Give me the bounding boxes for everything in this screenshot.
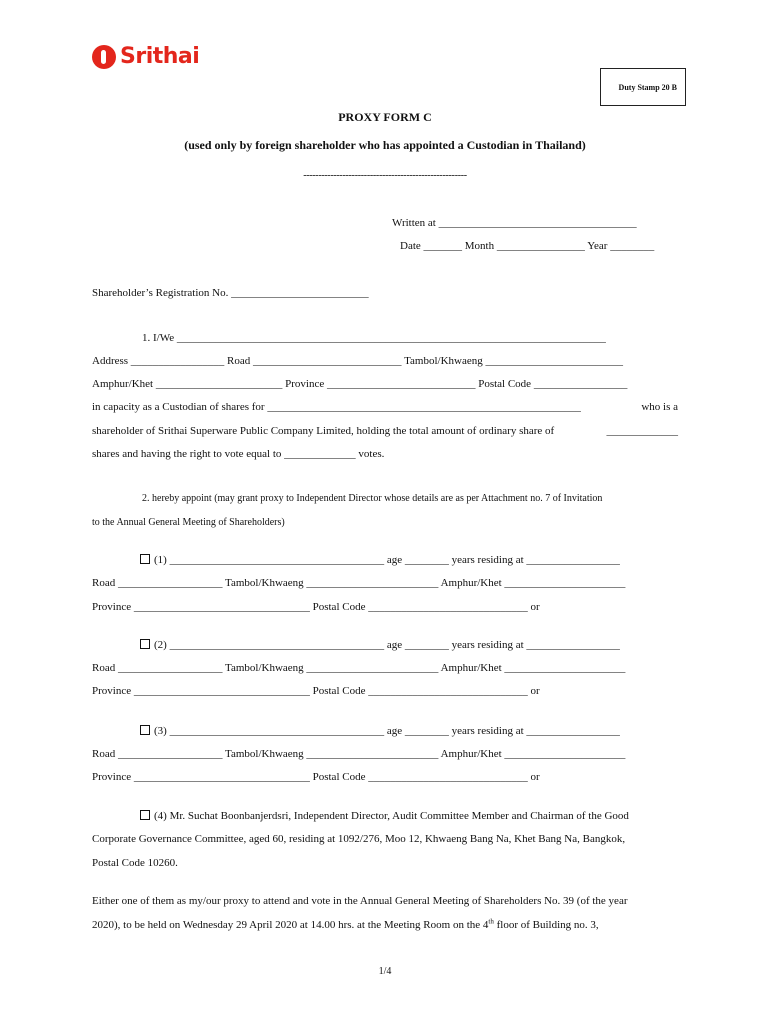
proxy-2-row [140, 638, 620, 652]
address-line[interactable]: Address _________________ Road ___________________________ Tambol/Khwaeng _________________________ [92, 355, 623, 367]
proxy-2-province-line[interactable]: Province ________________________________ Postal Code _____________________________ or [92, 685, 540, 697]
registration-number-field[interactable]: Shareholder’s Registration No. _________________________ [92, 287, 369, 299]
srithai-logo-icon [92, 45, 116, 69]
date-field[interactable]: Date _______ Month ________________ Year ________ [400, 240, 655, 252]
duty-stamp-label: Duty Stamp 20 B [618, 83, 677, 92]
shares-amount-field[interactable]: _____________ [606, 425, 678, 437]
ordinal-suffix: th [488, 917, 494, 926]
closing-line-b-end: floor of Building no. 3, [493, 919, 599, 931]
director-row [140, 809, 629, 823]
director-line-a: (4) Mr. Suchat Boonbanjerdsri, Independent Director, Audit Committee Member and Chairman of the Good [154, 810, 629, 822]
proxy-2-checkbox[interactable] [140, 639, 150, 649]
votes-line[interactable]: shares and having the right to vote equal to _____________ votes. [92, 448, 385, 460]
form-subtitle: (used only by foreign shareholder who has appointed a Custodian in Thailand) [184, 138, 586, 152]
proxy-3-road-line[interactable]: Road ___________________ Tambol/Khwaeng ________________________ Amphur/Khet ______________________ [92, 748, 626, 760]
written-at-field[interactable]: Written at ____________________________________ [392, 217, 637, 229]
proxy-1-row [140, 553, 620, 567]
proxy-3-name-field[interactable]: (3) _______________________________________ age ________ years residing at _________________ [154, 725, 620, 737]
page-number: 1/4 [378, 966, 392, 977]
proxy-2-name-field[interactable]: (2) _______________________________________ age ________ years residing at _________________ [154, 639, 620, 651]
logo-text: Srithai [120, 44, 200, 69]
director-line-b: Corporate Governance Committee, aged 60, residing at 1092/276, Moo 12, Khwaeng Bang Na, Khet Bang Na, Bangkok, [92, 833, 626, 845]
shareholding-text: shareholder of Srithai Superware Public Company Limited, holding the total amount of ordinary share of [92, 425, 555, 437]
custodian-capacity-line [92, 400, 678, 414]
proxy-3-row [140, 724, 620, 738]
form-title: PROXY FORM C [338, 110, 432, 124]
title-divider: ------------------------------------------------------ [303, 170, 467, 181]
shareholder-name-field[interactable]: 1. I/We ______________________________________________________________________________ [142, 332, 606, 344]
proxy-1-name-field[interactable]: (1) _______________________________________ age ________ years residing at _________________ [154, 554, 620, 566]
amphur-line[interactable]: Amphur/Khet _______________________ Province ___________________________ Postal Code _________________ [92, 378, 628, 390]
custodian-capacity-suffix: who is a [641, 401, 678, 413]
duty-stamp-box [600, 68, 686, 106]
proxy-1-road-line[interactable]: Road ___________________ Tambol/Khwaeng ________________________ Amphur/Khet ______________________ [92, 577, 626, 589]
proxy-1-checkbox[interactable] [140, 554, 150, 564]
closing-line-b [92, 918, 599, 932]
proxy-1-province-line[interactable]: Province ________________________________ Postal Code _____________________________ or [92, 601, 540, 613]
srithai-logo [92, 44, 199, 69]
custodian-capacity-field[interactable]: in capacity as a Custodian of shares for _________________________________________________________ [92, 401, 581, 413]
proxy-3-checkbox[interactable] [140, 725, 150, 735]
director-line-c: Postal Code 10260. [92, 857, 178, 869]
closing-line-b-text: 2020), to be held on Wednesday 29 April 2020 at 14.00 hrs. at the Meeting Room on the 4 [92, 919, 489, 931]
closing-line-a: Either one of them as my/our proxy to attend and vote in the Annual General Meeting of Shareholders No. 39 (of the year [92, 895, 628, 907]
proxy-3-province-line[interactable]: Province ________________________________ Postal Code _____________________________ or [92, 771, 540, 783]
shareholding-line [92, 424, 678, 438]
appoint-line: 2. hereby appoint (may grant proxy to Independent Director whose details are as per Attachment no. 7 of Invitation [142, 493, 603, 504]
director-checkbox[interactable] [140, 810, 150, 820]
appoint-line-cont: to the Annual General Meeting of Shareholders) [92, 517, 285, 528]
proxy-2-road-line[interactable]: Road ___________________ Tambol/Khwaeng ________________________ Amphur/Khet ______________________ [92, 662, 626, 674]
